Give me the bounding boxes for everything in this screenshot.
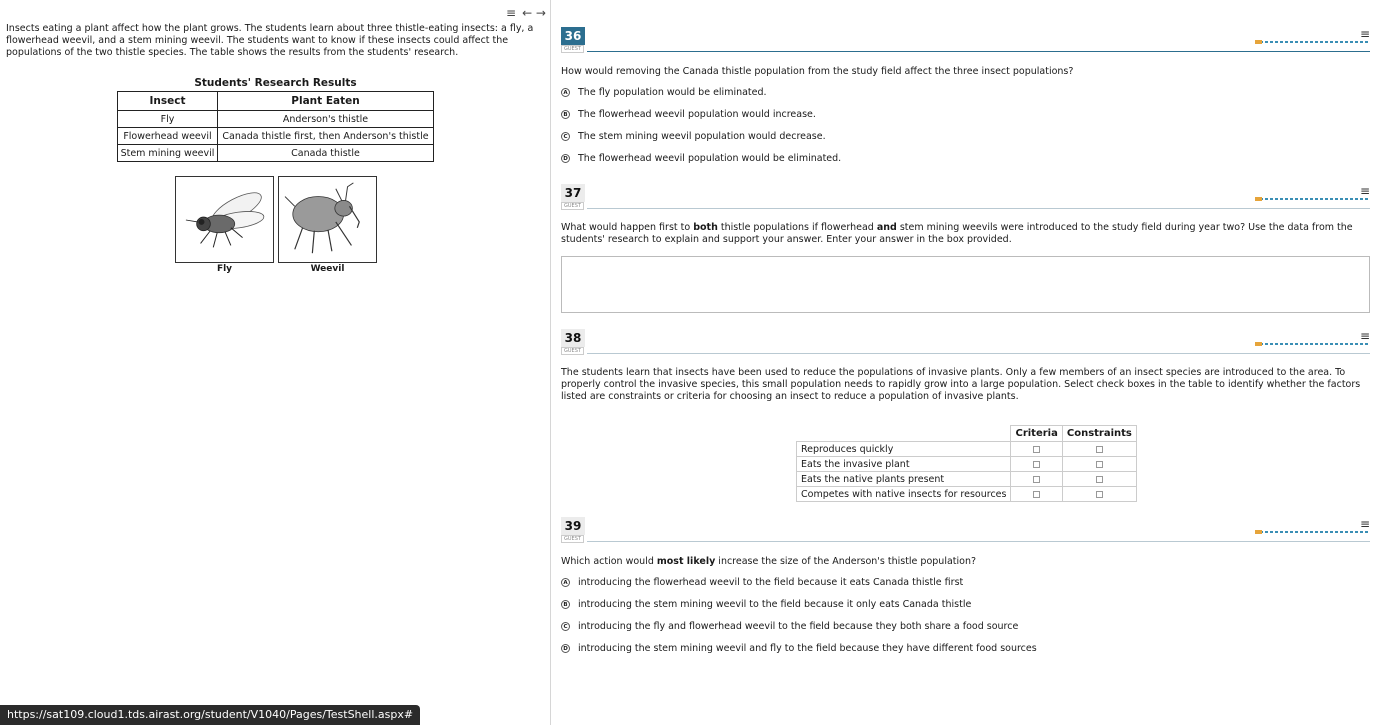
option-c-bubble[interactable]: C — [561, 132, 570, 141]
question-39-stem — [561, 556, 1370, 568]
constraints-cell — [1062, 442, 1136, 457]
question-menu-icon[interactable]: ≡ — [1359, 517, 1370, 531]
stem-text: stem mining weevils were introduced to the study field during year two? Use the data from the students' research to explain and support your answer. Enter your answer in the box provided. — [561, 222, 1353, 245]
table-row — [118, 111, 434, 128]
constraints-cell — [1062, 457, 1136, 472]
table-row — [797, 472, 1137, 487]
question-39-header — [561, 517, 1370, 549]
guest-badge: GUEST — [561, 347, 584, 355]
passage-toolbar — [506, 6, 546, 20]
table-cell: Canada thistle first, then Anderson's thistle — [218, 128, 434, 145]
expand-arrows-icon[interactable]: ← → — [522, 6, 546, 20]
stem-text: What would happen first to — [561, 222, 694, 233]
progress-dots — [1255, 41, 1370, 43]
option-text: The fly population would be eliminated. — [578, 87, 767, 98]
option-b-bubble[interactable]: B — [561, 110, 570, 119]
question-38-header — [561, 329, 1370, 361]
questions-panel — [552, 0, 1379, 725]
table-row — [797, 442, 1137, 457]
criteria-cell — [1011, 442, 1062, 457]
question-37-answer-input[interactable] — [561, 256, 1370, 313]
table-cell: Flowerhead weevil — [118, 128, 218, 145]
option-text: The flowerhead weevil population would increase. — [578, 109, 816, 120]
row-label: Reproduces quickly — [797, 442, 1011, 457]
research-header-plant: Plant Eaten — [218, 92, 434, 111]
row-label: Eats the native plants present — [797, 472, 1011, 487]
constraints-checkbox[interactable] — [1096, 461, 1103, 468]
question-36-option-c[interactable] — [561, 131, 826, 142]
question-38-stem: The students learn that insects have been used to reduce the populations of invasive plants. Only a few members of an insect species are introduced to the area. To properly control the invasive species, this small population needs to rapidly grow into a large population. Select check boxes in the table to identify whether the factors listed are constraints or criteria for choosing an insect to reduce a population of invasive plants. — [561, 367, 1361, 402]
option-text: The flowerhead weevil population would be eliminated. — [578, 153, 842, 164]
weevil-label: Weevil — [310, 264, 345, 274]
option-d-bubble[interactable]: D — [561, 154, 570, 163]
research-table-title: Students' Research Results — [194, 77, 357, 89]
question-number[interactable]: 37 — [561, 184, 585, 202]
weevil-illustration — [278, 176, 377, 263]
question-number[interactable]: 36 — [561, 27, 585, 45]
option-text: introducing the stem mining weevil and fly to the field because they have different food sources — [578, 643, 1037, 654]
question-36-option-a[interactable] — [561, 87, 767, 98]
constraints-cell — [1062, 472, 1136, 487]
table-corner — [797, 426, 1011, 442]
criteria-cell — [1011, 472, 1062, 487]
constraints-checkbox[interactable] — [1096, 491, 1103, 498]
option-b-bubble[interactable]: B — [561, 600, 570, 609]
question-menu-icon[interactable]: ≡ — [1359, 329, 1370, 343]
fly-label: Fly — [216, 264, 233, 274]
question-37-header — [561, 184, 1370, 216]
table-cell: Stem mining weevil — [118, 145, 218, 162]
question-36-header — [561, 27, 1370, 59]
divider — [587, 208, 1370, 209]
question-39-option-b[interactable] — [561, 599, 971, 610]
option-a-bubble[interactable]: A — [561, 578, 570, 587]
option-text: introducing the flowerhead weevil to the field because it eats Canada thistle first — [578, 577, 964, 588]
stem-emphasis: most likely — [656, 556, 716, 567]
stem-text: Which action would — [561, 556, 657, 567]
criteria-cell — [1011, 487, 1062, 502]
criteria-checkbox[interactable] — [1033, 491, 1040, 498]
guest-badge: GUEST — [561, 535, 584, 543]
option-text: The stem mining weevil population would decrease. — [578, 131, 826, 142]
table-cell: Anderson's thistle — [218, 111, 434, 128]
passage-panel — [0, 0, 551, 725]
research-header-insect: Insect — [118, 92, 218, 111]
divider — [587, 541, 1370, 542]
criteria-cell — [1011, 457, 1062, 472]
divider — [587, 353, 1370, 354]
question-menu-icon[interactable]: ≡ — [1359, 27, 1370, 41]
divider — [587, 51, 1370, 52]
question-menu-icon[interactable]: ≡ — [1359, 184, 1370, 198]
column-constraints: Constraints — [1062, 426, 1136, 442]
stem-text: increase the size of the Anderson's thistle population? — [715, 556, 977, 567]
progress-dots — [1255, 531, 1370, 533]
question-39-option-d[interactable] — [561, 643, 1037, 654]
research-table — [117, 91, 434, 162]
column-criteria: Criteria — [1011, 426, 1062, 442]
criteria-checkbox[interactable] — [1033, 461, 1040, 468]
question-39-option-c[interactable] — [561, 621, 1018, 632]
hamburger-icon[interactable]: ≡ — [506, 6, 517, 20]
progress-dots — [1255, 198, 1370, 200]
table-row — [118, 128, 434, 145]
row-label: Competes with native insects for resources — [797, 487, 1011, 502]
guest-badge: GUEST — [561, 202, 584, 210]
stem-emphasis: both — [693, 222, 718, 233]
question-39-option-a[interactable] — [561, 577, 963, 588]
criteria-checkbox[interactable] — [1033, 446, 1040, 453]
stem-emphasis: and — [876, 222, 897, 233]
fly-illustration — [175, 176, 274, 263]
question-37-stem — [561, 222, 1370, 246]
question-number[interactable]: 38 — [561, 329, 585, 347]
option-text: introducing the stem mining weevil to the field because it only eats Canada thistle — [578, 599, 972, 610]
constraints-checkbox[interactable] — [1096, 446, 1103, 453]
question-number[interactable]: 39 — [561, 517, 585, 535]
progress-dots — [1255, 343, 1370, 345]
question-36-stem: How would removing the Canada thistle population from the study field affect the three insect populations? — [561, 66, 1074, 77]
guest-badge: GUEST — [561, 45, 584, 53]
option-d-bubble[interactable]: D — [561, 644, 570, 653]
question-38-checkbox-table — [796, 425, 1137, 502]
table-cell: Canada thistle — [218, 145, 434, 162]
criteria-checkbox[interactable] — [1033, 476, 1040, 483]
question-36-option-b[interactable] — [561, 109, 816, 120]
table-cell: Fly — [118, 111, 218, 128]
question-36-option-d[interactable] — [561, 153, 841, 164]
status-bar-url: https://sat109.cloud1.tds.airast.org/student/V1040/Pages/TestShell.aspx# — [0, 705, 420, 725]
constraints-cell — [1062, 487, 1136, 502]
option-a-bubble[interactable]: A — [561, 88, 570, 97]
stem-text: thistle populations if flowerhead — [717, 222, 877, 233]
row-label: Eats the invasive plant — [797, 457, 1011, 472]
constraints-checkbox[interactable] — [1096, 476, 1103, 483]
table-row — [797, 487, 1137, 502]
table-row — [797, 457, 1137, 472]
table-row — [118, 145, 434, 162]
option-text: introducing the fly and flowerhead weevil to the field because they both share a food source — [578, 621, 1019, 632]
passage-text: Insects eating a plant affect how the plant grows. The students learn about three thistle-eating insects: a fly, a flowerhead weevil, and a stem mining weevil. The students want to know if these insects could affect the populations of the two thistle species. The table shows the results from the students' research. — [6, 23, 534, 58]
option-c-bubble[interactable]: C — [561, 622, 570, 631]
